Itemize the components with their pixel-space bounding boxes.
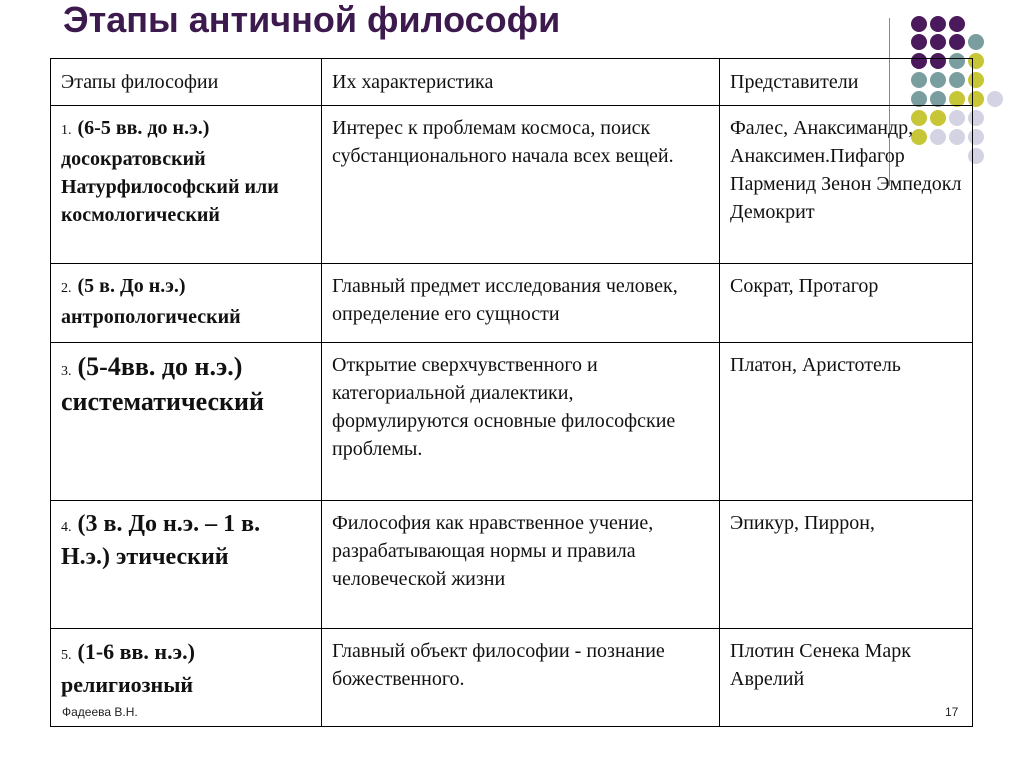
representatives-cell: Сократ, Протагор bbox=[720, 264, 973, 343]
stage-cell bbox=[51, 343, 322, 501]
characteristic-cell: Главный объект философии - познание божественного. bbox=[322, 629, 720, 727]
stage-text: (6-5 вв. до н.э.) досократовский Натурфилософский или космологический bbox=[61, 117, 279, 226]
characteristic-cell: Открытие сверхчувственного и категориальной диалектики, формулируются основные философские проблемы. bbox=[322, 343, 720, 501]
dot-teal bbox=[968, 34, 984, 50]
characteristic-cell: Главный предмет исследования человек, определение его сущности bbox=[322, 264, 720, 343]
slide-title: Этапы античной философи bbox=[63, 0, 561, 40]
stage-text: (5-4вв. до н.э.) систематический bbox=[61, 352, 264, 416]
table-header-row bbox=[51, 59, 973, 106]
row-number: 2. bbox=[61, 281, 72, 296]
stage-text: (3 в. До н.э. – 1 в. Н.э.) этический bbox=[61, 511, 261, 570]
stage-cell bbox=[51, 106, 322, 264]
page-number: 17 bbox=[945, 705, 959, 719]
row-number: 1. bbox=[61, 123, 72, 138]
stages-table bbox=[50, 58, 973, 727]
stage-text: (1-6 вв. н.э.) религиозный bbox=[61, 639, 195, 697]
dot-lavender bbox=[987, 91, 1003, 107]
table-row bbox=[51, 343, 973, 501]
dot-purple bbox=[949, 34, 965, 50]
table-row bbox=[51, 629, 973, 727]
table-row bbox=[51, 106, 973, 264]
table-row bbox=[51, 264, 973, 343]
representatives-cell: Плотин Сенека Марк Аврелий bbox=[720, 629, 973, 727]
representatives-cell: Платон, Аристотель bbox=[720, 343, 973, 501]
representatives-cell: Фалес, Анаксимандр, Анаксимен.Пифагор Парменид Зенон Эмпедокл Демокрит bbox=[720, 106, 973, 264]
dot-purple bbox=[930, 16, 946, 32]
dot-purple bbox=[949, 16, 965, 32]
dot-purple bbox=[930, 34, 946, 50]
row-number: 5. bbox=[61, 648, 72, 663]
row-number: 4. bbox=[61, 520, 72, 535]
characteristic-cell: Философия как нравственное учение, разрабатывающая нормы и правила человеческой жизни bbox=[322, 501, 720, 629]
header-stages: Этапы философии bbox=[51, 59, 322, 106]
footer-author: Фадеева В.Н. bbox=[62, 705, 138, 719]
header-characteristic: Их характеристика bbox=[322, 59, 720, 106]
dot-purple bbox=[911, 34, 927, 50]
representatives-cell: Эпикур, Пиррон, bbox=[720, 501, 973, 629]
stage-cell bbox=[51, 264, 322, 343]
stage-cell bbox=[51, 501, 322, 629]
stage-text: (5 в. До н.э.) антропологический bbox=[61, 275, 241, 328]
row-number: 3. bbox=[61, 364, 72, 379]
characteristic-cell: Интерес к проблемам космоса, поиск субстанционального начала всех вещей. bbox=[322, 106, 720, 264]
header-representatives: Представители bbox=[720, 59, 973, 106]
table-row bbox=[51, 501, 973, 629]
dot-purple bbox=[911, 16, 927, 32]
